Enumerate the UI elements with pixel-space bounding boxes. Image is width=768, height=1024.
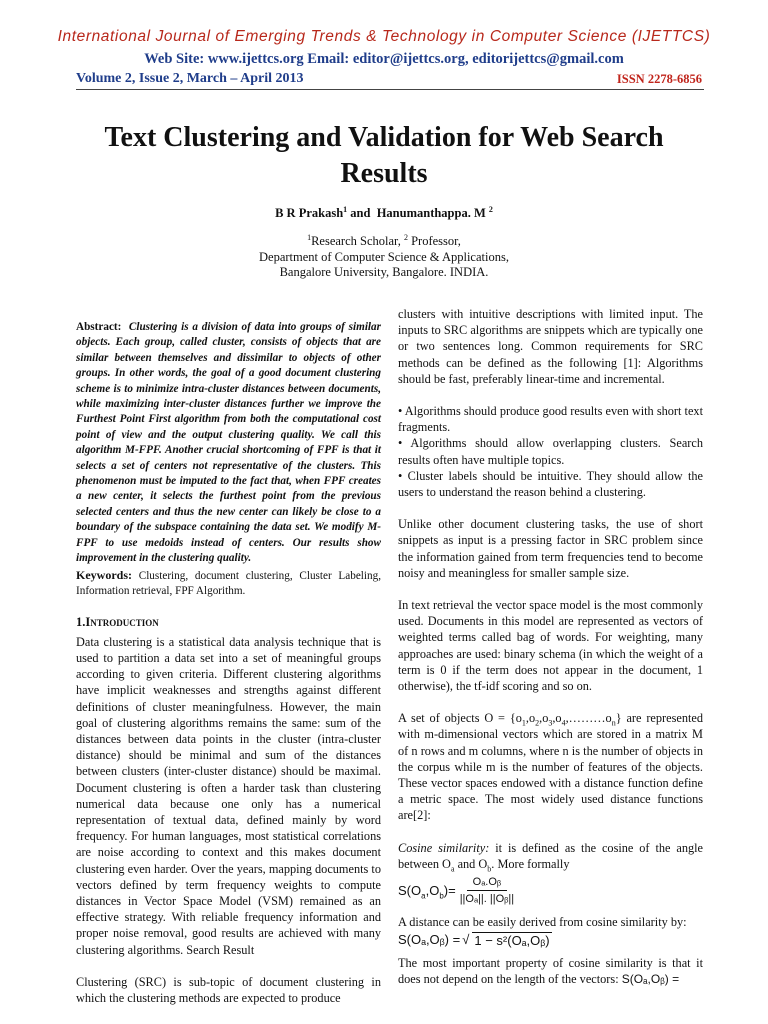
journal-website: Web Site: www.ijettcs.org Email: editor@ijettcs.org, editorijettcs@gmail.com [144,51,624,67]
right-column [398,306,703,987]
sqrt-symbol: √ [462,932,470,948]
affiliation-line-3: Bangalore University, Bangalore. INDIA. [279,265,489,279]
authors [0,206,768,221]
author-and: and [350,206,371,220]
paper-title: Text Clustering and Validation for Web Search Results [104,122,664,189]
keywords [76,568,381,599]
issn: ISSN 2278-6856 [616,72,702,86]
bullet-3: • Cluster labels should be intuitive. They should allow the users to understand the reason behind a clustering. [398,468,703,500]
abstract-text: Clustering is a division of data into groups of similar objects. Each group, called cluster, consists of objects that are similar between themselves and dissimilar to objects of other groups. In other words, the goal of a good document clustering scheme is to minimize intra-cluster distances between documents, while maximizing inter-cluster distances further we improve the Furthest Point First algorithm from both the computational cost point of view and the output clustering quality. We call this algorithm M-FPF. Another crucial shortcoming of FPF is that it selects a set of centers not representative of the clusters. This phenomenon must be imputed to the fact that, when FPF creates a new center, it selects the furthest point from the previous selected centers and thus the new center can likely be close to a boundary of the subspace containing the data set. We modify M-FPF to use medoids instead of centers. Our results show improvement in the clustering quality. [76,321,381,565]
author-2: Hanumanthappa. M [376,206,486,220]
distance-formula: S(Oₐ,Oᵦ) = √ 1 − s²(Oₐ,Oᵦ) [398,932,550,948]
cosine-similarity-formula: $S(O_a,O_b)=$ $\frac{\text{Oₐ.Oᵦ}}{\text{||Oₐ||. ||Oᵦ||}}$ [398,874,703,907]
left-column [76,320,381,1006]
keywords-label: Keywords: [76,567,132,582]
cosine-fraction: $\frac{\text{Oₐ.Oᵦ}}{\text{||Oₐ||. ||Oᵦ||}}$ [459,876,515,906]
volume-issue: Volume 2, Issue 2, March – April 2013 [76,71,304,86]
distance-paragraph: A distance can be easily derived from cosine similarity by: [398,914,687,929]
property-paragraph: The most important property of cosine similarity is that it does not depend on the length of the vectors: S(Oₐ,Oᵦ) = [398,955,703,987]
cosine-similarity-paragraph: Cosine similarity: it is defined as the cosine of the angle between $O_a$ and $O_b$. More formally [398,840,704,874]
intro-paragraph-2: Clustering (SRC) is sub-topic of document clustering in which the clustering methods are expected to produce [76,974,381,1005]
intro-paragraph-1: Data clustering is a statistical data analysis technique that is used to partition a data set into a set of meaningful groups according to given criteria. Different clustering algorithms have implicit weaknesses and strengths against different definitions of cluster meaningfulness. However, the main goal of clustering algorithms remains the same: sum of the distances between data points in the cluster (intra-cluster distance) should be minimal and sum of the distances between clusters (inter-cluster distance) should be maximal. Document clustering is often a harder task than clustering numerical data because one only has a numerical representation of textual data, defined mainly by word frequency. For human languages, most statistical correlations are noise according to context and this makes document clustering even harder. Over the years, mapping documents to vectors defined by term frequency weights to compute distances in Vector Space Model (VSM) remained as an effective strategy. With reliable frequency information and proper noise removal, good results are achieved with many clustering algorithms. Search Result [76,634,381,957]
keywords-text: Clustering, document clustering, Cluster Labeling, Information retrieval, FPF Algorithm. [76,569,381,597]
author-1-sup: 1 [343,204,348,214]
bullet-1: • Algorithms should produce good results even with short text fragments. [398,404,703,435]
right-paragraph-2: Unlike other document clustering tasks, the use of short snippets as input is a pressing factor in SRC problem since the information gained from term frequencies tend to become noisy and meaningless for smaller sample size. [398,517,703,580]
journal-name: International Journal of Emerging Trends & Technology in Computer Science (IJETTCS) [57,28,711,45]
header-divider [76,89,704,90]
affiliation-line-2: Department of Computer Science & Applications, [259,249,509,264]
section-heading-introduction: 1.Introduction [76,614,159,629]
abstract [76,320,381,567]
inline-formula: S(Oₐ,Oᵦ) = [621,972,680,987]
bullet-2: • Algorithms should allow overlapping clusters. Search results often have multiple topics. [398,436,703,467]
affiliation-line-1: $^1$Research Scholar, $^2$ Professor, [307,232,461,248]
abstract-label: Abstract: [76,321,122,333]
author-1: B R Prakash [275,206,344,220]
right-paragraph-4: A set of objects $O = \{o_1,o_2,o_3,o_4,\dots\dots\dots o_n\}$ are represented with m-dimensional vectors which are stored in a matrix M of n rows and m columns, where n is the number of objects in the corpus while m is the number of features of the objects. These vector spaces endowed with a distance function define a metric space. The most widely used distance functions are[2]: [398,711,703,823]
right-paragraph-1: clusters with intuitive descriptions with limited input. The inputs to SRC algorithms are snippets which are typically one or two sentences long. Common requirements for SRC methods can be defined as the following [1]: Algorithms should be fast, preferably linear-time and incremental. [398,307,703,386]
affiliation [0,234,768,281]
author-2-sup: 2 [488,204,493,214]
right-paragraph-3: In text retrieval the vector space model is the most commonly used. Documents in this model are represented as vectors of weighted terms called bag of words. For weighting, many approaches are used: binary schema (in which the weight of a term is 0 if the term does not appear in the document, 1 otherwise), the tf-idf scoring and so on. [398,598,703,694]
